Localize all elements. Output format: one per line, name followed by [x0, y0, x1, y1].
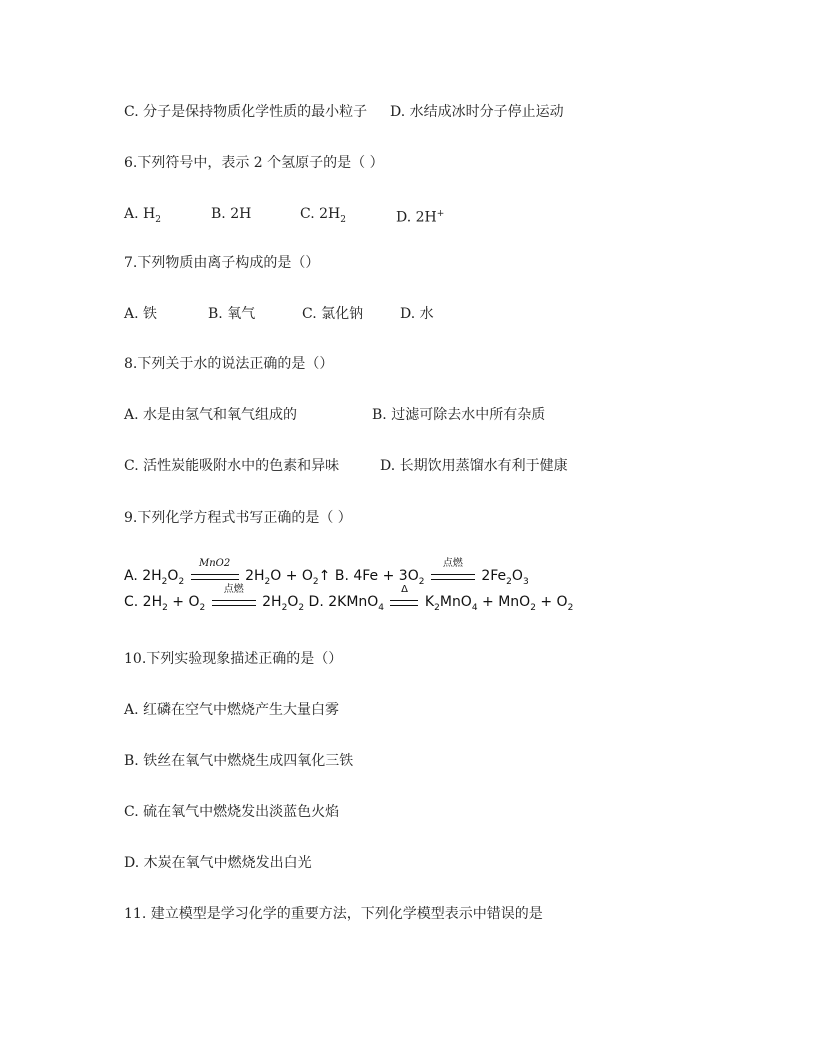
q9-equation-row-ab	[124, 558, 529, 587]
q8-option-d: D. 长期饮用蒸馏水有利于健康	[380, 458, 568, 474]
q9-option-a: A. $2H_2O_2$ MnO2 $2H_2O$ + $O_2↑$	[124, 558, 331, 587]
q8-option-b: B. 过滤可除去水中所有杂质	[372, 407, 546, 423]
q9-stem: 9.下列化学方程式书写正确的是（ ）	[124, 510, 352, 526]
q8-stem: 8.下列关于水的说法正确的是（）	[124, 356, 334, 372]
q7-stem: 7.下列物质由离子构成的是（）	[124, 255, 320, 271]
q10-stem: 10.下列实验现象描述正确的是（）	[124, 651, 343, 667]
q10-option-c: C. 硫在氧气中燃烧发出淡蓝色火焰	[124, 804, 340, 820]
q6-option-a: A. $H_2$	[124, 206, 161, 225]
q10-option-d: D. 木炭在氧气中燃烧发出白光	[124, 855, 312, 871]
q7-option-b: B. 氧气	[208, 306, 256, 322]
q8-option-a: A. 水是由氢气和氧气组成的	[124, 407, 298, 423]
q9-option-d: D. 2KMnO$_4$ Δ $K_2MnO_4 + MnO_2 + O_2$	[308, 584, 574, 613]
q5-option-c: C. 分子是保持物质化学性质的最小粒子	[124, 104, 368, 120]
ignite-condition-2: 点燃	[212, 605, 256, 606]
q6-option-b: B. 2H	[211, 206, 252, 222]
q7-option-c: C. 氯化钠	[302, 306, 364, 322]
q10-option-a: A. 红磷在空气中燃烧产生大量白雾	[124, 702, 340, 718]
q6-option-d: D. 2H+	[396, 209, 445, 226]
q9-option-b: B. $4Fe + 3O_2$ 点燃 $2Fe_2O_3$	[334, 558, 529, 587]
mno2-condition: MnO2	[191, 579, 239, 580]
q8-option-c: C. 活性炭能吸附水中的色素和异味	[124, 458, 340, 474]
q6-option-c: C. $2H_2$	[300, 206, 346, 225]
ignite-condition: 点燃	[431, 579, 475, 580]
q9-equation-options	[124, 554, 594, 616]
q11-stem: 11. 建立模型是学习化学的重要方法，下列化学模型表示中错误的是	[124, 906, 543, 922]
q9-option-c: C. $2H_2 + O_2$ 点燃 $2H_2O_2$	[124, 584, 305, 613]
q9-equation-row-cd	[124, 584, 574, 613]
q6-stem: 6.下列符号中，表示 2 个氢原子的是（ ）	[124, 155, 384, 171]
q7-option-a: A. 铁	[124, 306, 158, 322]
q7-option-d: D. 水	[400, 306, 434, 322]
q10-option-b: B. 铁丝在氧气中燃烧生成四氧化三铁	[124, 753, 354, 769]
q5-option-d: D. 水结成冰时分子停止运动	[390, 104, 564, 120]
heat-condition: Δ	[390, 605, 418, 606]
